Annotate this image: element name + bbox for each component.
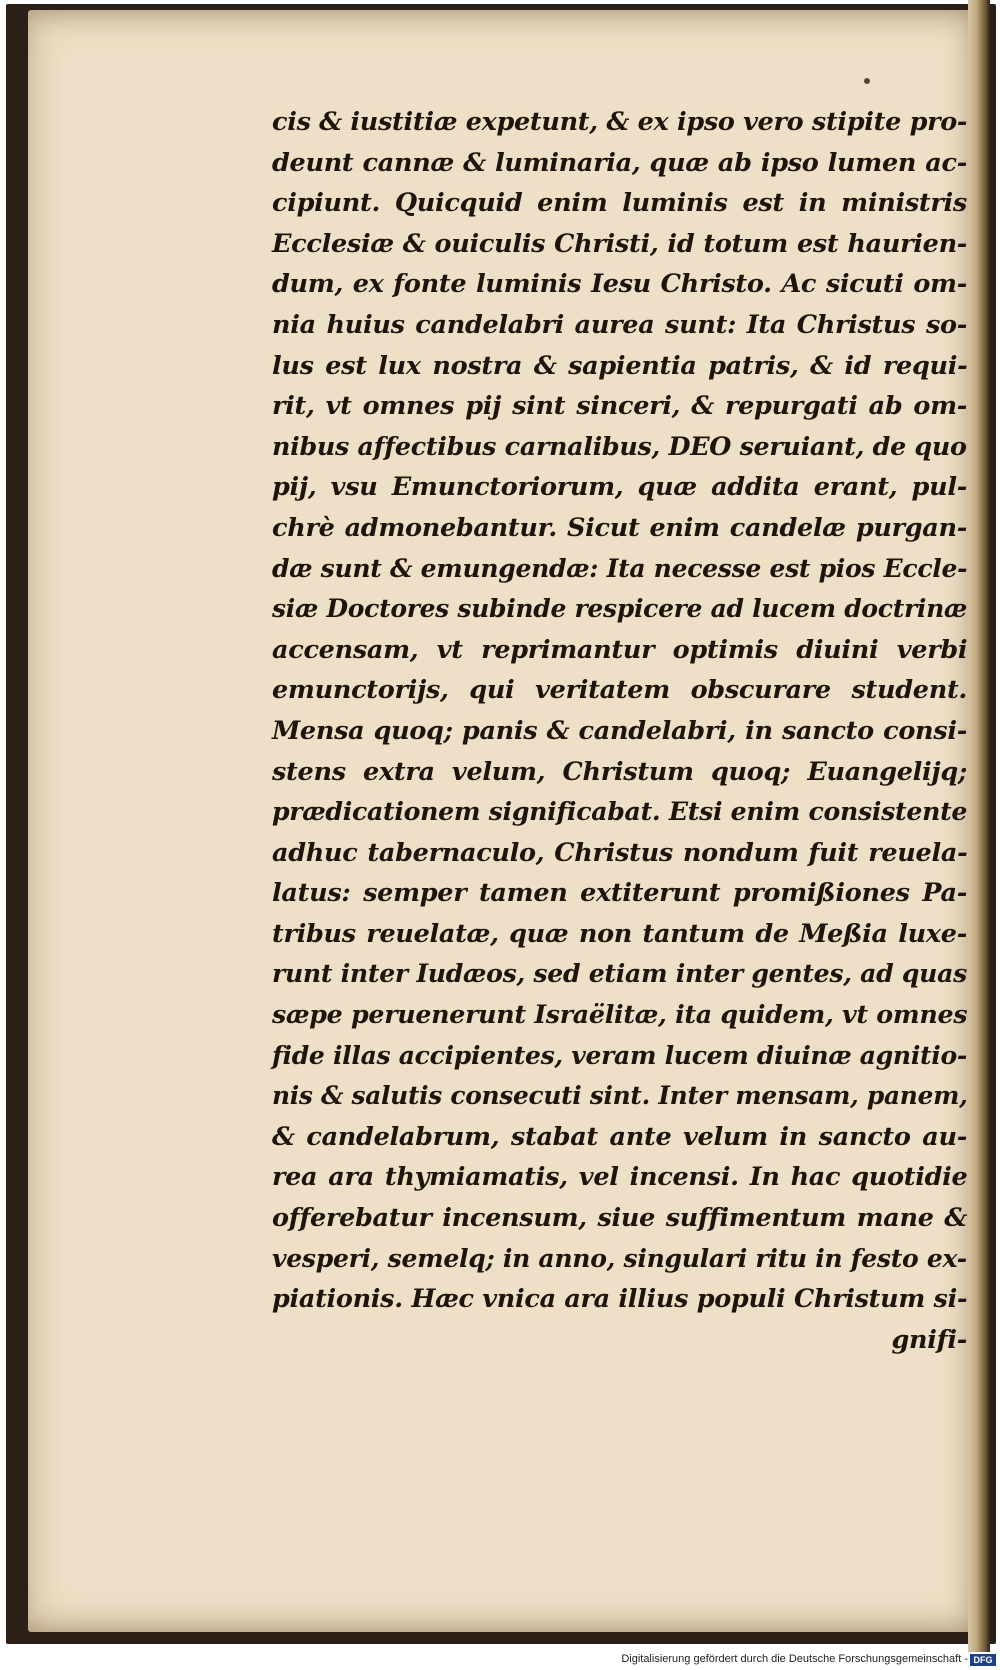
text-line: pij, vsu Emunctoriorum, quæ addita erant, pul- [272, 472, 967, 503]
page-edge [968, 0, 990, 1652]
text-line: sæpe peruenerunt Israëlitæ, ita quidem, vt omnes [272, 1000, 968, 1031]
text-line: lus est lux nostra & sapientia patris, & id requi- [272, 350, 968, 381]
text-line: accensam, vt reprimantur optimis diuini verbi [272, 634, 968, 665]
text-line: adhuc tabernaculo, Christus nondum fuit reuela- [272, 837, 968, 868]
text-line: siæ Doctores subinde respicere ad lucem doctrinæ [272, 594, 967, 625]
text-line: rit, vt omnes pij sint sinceri, & repurgati ab om- [272, 391, 968, 422]
text-line: chrè admonebantur. Sicut enim candelæ purgan- [272, 512, 967, 543]
text-line: nibus affectibus carnalibus, DEO seruiant, de quo [272, 431, 967, 462]
ink-dot [864, 78, 870, 84]
text-line: rea ara thymiamatis, vel incensi. In hac quotidie [272, 1162, 968, 1193]
text-line: dæ sunt & emungendæ: Ita necesse est pios Eccle- [272, 553, 968, 584]
text-line: nis & salutis consecuti sint. Inter mensam, panem, [272, 1081, 968, 1112]
text-line: stens extra velum, Christum quoq; Euangelijq; [272, 756, 967, 787]
text-line: nia huius candelabri aurea sunt: Ita Christus so- [272, 309, 967, 340]
text-line: dum, ex fonte luminis Iesu Christo. Ac sicuti om- [272, 269, 968, 300]
catchword: gnifi- [891, 1324, 967, 1355]
text-line: & candelabrum, stabat ante velum in sancto au- [272, 1121, 967, 1152]
text-line: Ecclesiæ & ouiculis Christi, id totum est haurien- [272, 228, 968, 259]
text-line: latus: semper tamen extiterunt promißiones Pa- [272, 878, 967, 909]
text-line: Mensa quoq; panis & candelabri, in sancto consi- [272, 715, 967, 746]
text-line: cipiunt. Quicquid enim luminis est in ministris [272, 188, 967, 219]
text-line: cis & iustitiæ expetunt, & ex ipso vero stipite pro- [272, 107, 968, 137]
text-line: runt inter Iudæos, sed etiam inter gentes, ad quas [272, 959, 967, 990]
page-text [272, 102, 967, 1360]
footer-credit: Digitalisierung gefördert durch die Deutsche Forschungsgemeinschaft - [621, 1653, 968, 1665]
text-line: piationis. Hæc vnica ara illius populi Christum si- [272, 1284, 968, 1315]
text-line: tribus reuelatæ, quæ non tantum de Meßia luxe- [272, 918, 967, 949]
dfg-logo: DFG [970, 1654, 996, 1666]
text-line: deunt cannæ & luminaria, quæ ab ipso lumen ac- [272, 147, 967, 178]
text-line: offerebatur incensum, siue suffimentum mane & [272, 1203, 967, 1234]
text-line: fide illas accipientes, veram lucem diuinæ agnitio- [272, 1040, 968, 1071]
footer-bar [0, 1652, 1000, 1670]
text-line: emunctorijs, qui veritatem obscurare student. [272, 675, 967, 706]
text-line: vesperi, semelq; in anno, singulari ritu in festo ex- [272, 1243, 967, 1274]
text-line: prædicationem significabat. Etsi enim consistente [272, 797, 968, 828]
